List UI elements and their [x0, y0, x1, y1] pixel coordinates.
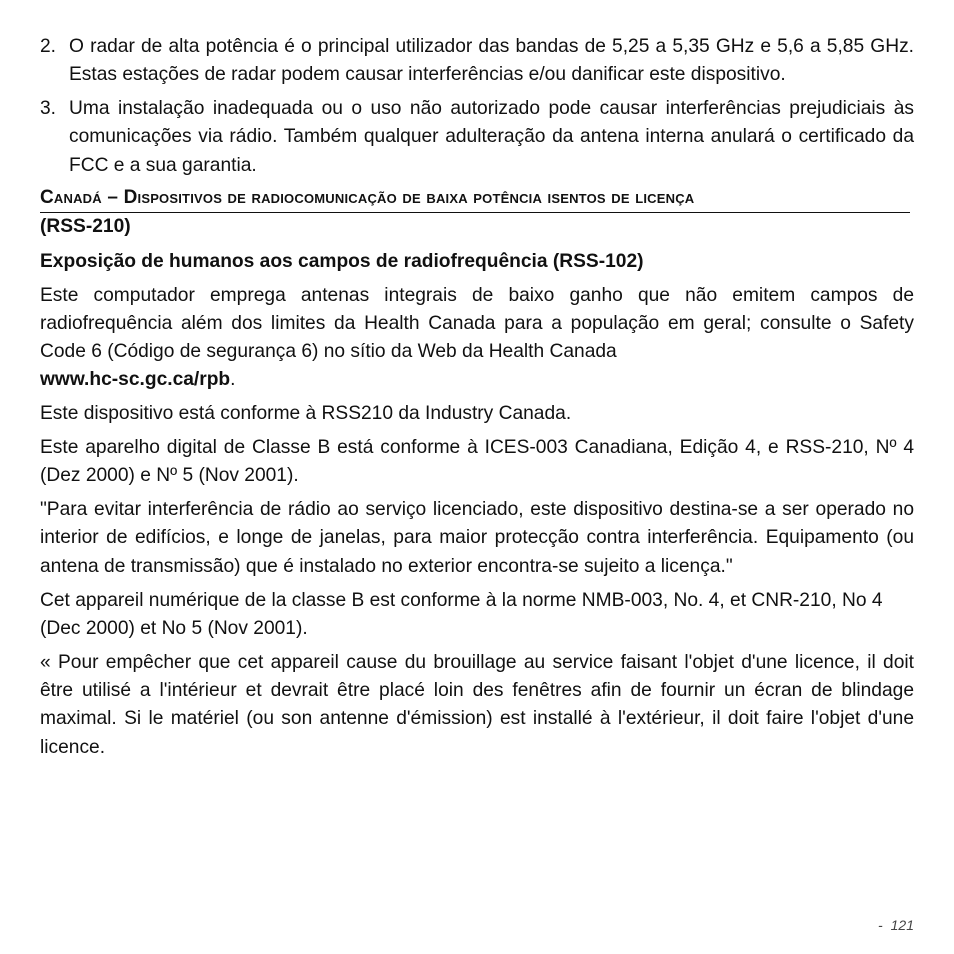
page-number: 121	[890, 917, 914, 933]
page-content	[40, 33, 914, 767]
paragraph-rss210: Este dispositivo está conforme à RSS210 da Industry Canada.	[40, 403, 572, 425]
subheading: Exposição de humanos aos campos de radiofrequência (RSS-102)	[40, 250, 644, 272]
list-number: 2.	[40, 36, 57, 57]
paragraph-ices003: Este aparelho digital de Classe B está conforme à ICES-003 Canadiana, Edição 4, e RSS-210, Nº 4 (Dez 2000) e Nº 5 (Nov 2001).	[40, 437, 914, 487]
footer-dash: -	[877, 917, 883, 933]
list-item-2	[40, 33, 914, 90]
list-number: 3.	[40, 98, 57, 120]
section-heading	[40, 185, 910, 213]
page-footer	[878, 917, 914, 933]
paragraph-indoor-pt: "Para evitar interferência de rádio ao serviço licenciado, este dispositivo destina-se a ser operado no interior de edifícios, e longe de janelas, para maior protecção contra interferência. Equipamento (ou antena de transmissão) que é instalado no exterior encontra-se sujeito a licença."	[40, 499, 914, 577]
list-item-3	[40, 95, 914, 180]
paragraph-antennas	[40, 282, 914, 395]
paragraph-indoor-fr: « Pour empêcher que cet appareil cause du brouillage au service faisant l'objet d'une licence, il doit être utilisé a l'intérieur et devrait être placé loin des fenêtres afin de fournir un écran de blindage maximal. Si le matériel (ou son antenne d'émission) est installé à l'extérieur, il doit faire l'objet d'une licence.	[40, 651, 914, 758]
section-heading-line2: (RSS-210)	[40, 216, 131, 238]
paragraph-nmb003: Cet appareil numérique de la classe B est conforme à la norme NMB-003, No. 4, et CNR-210, No 4 (Dec 2000) et No 5 (Nov 2001).	[40, 589, 883, 639]
paragraph-end: .	[230, 369, 236, 391]
list-text: O radar de alta potência é o principal utilizador das bandas de 5,25 a 5,35 GHz e 5,6 a 5,85 GHz. Estas estações de radar podem causar interferências e/ou danificar este dispositivo.	[69, 36, 914, 86]
section-heading-line1: Canadá – Dispositivos de radiocomunicação de baixa potência isentos de licença	[40, 187, 695, 209]
health-canada-link[interactable]: www.hc-sc.gc.ca/rpb	[40, 369, 231, 391]
list-text: Uma instalação inadequada ou o uso não autorizado pode causar interferências prejudiciais às comunicações via rádio. Também qualquer adulteração da antena interna anulará o certificado da FCC e a sua garantia.	[69, 98, 914, 176]
paragraph-text: Este computador emprega antenas integrais de baixo ganho que não emitem campos de radiofrequência além dos limites da Health Canada para a população em geral; consulte o Safety Code 6 (Código de segurança 6) no sítio da Web da Health Canada	[40, 284, 914, 363]
